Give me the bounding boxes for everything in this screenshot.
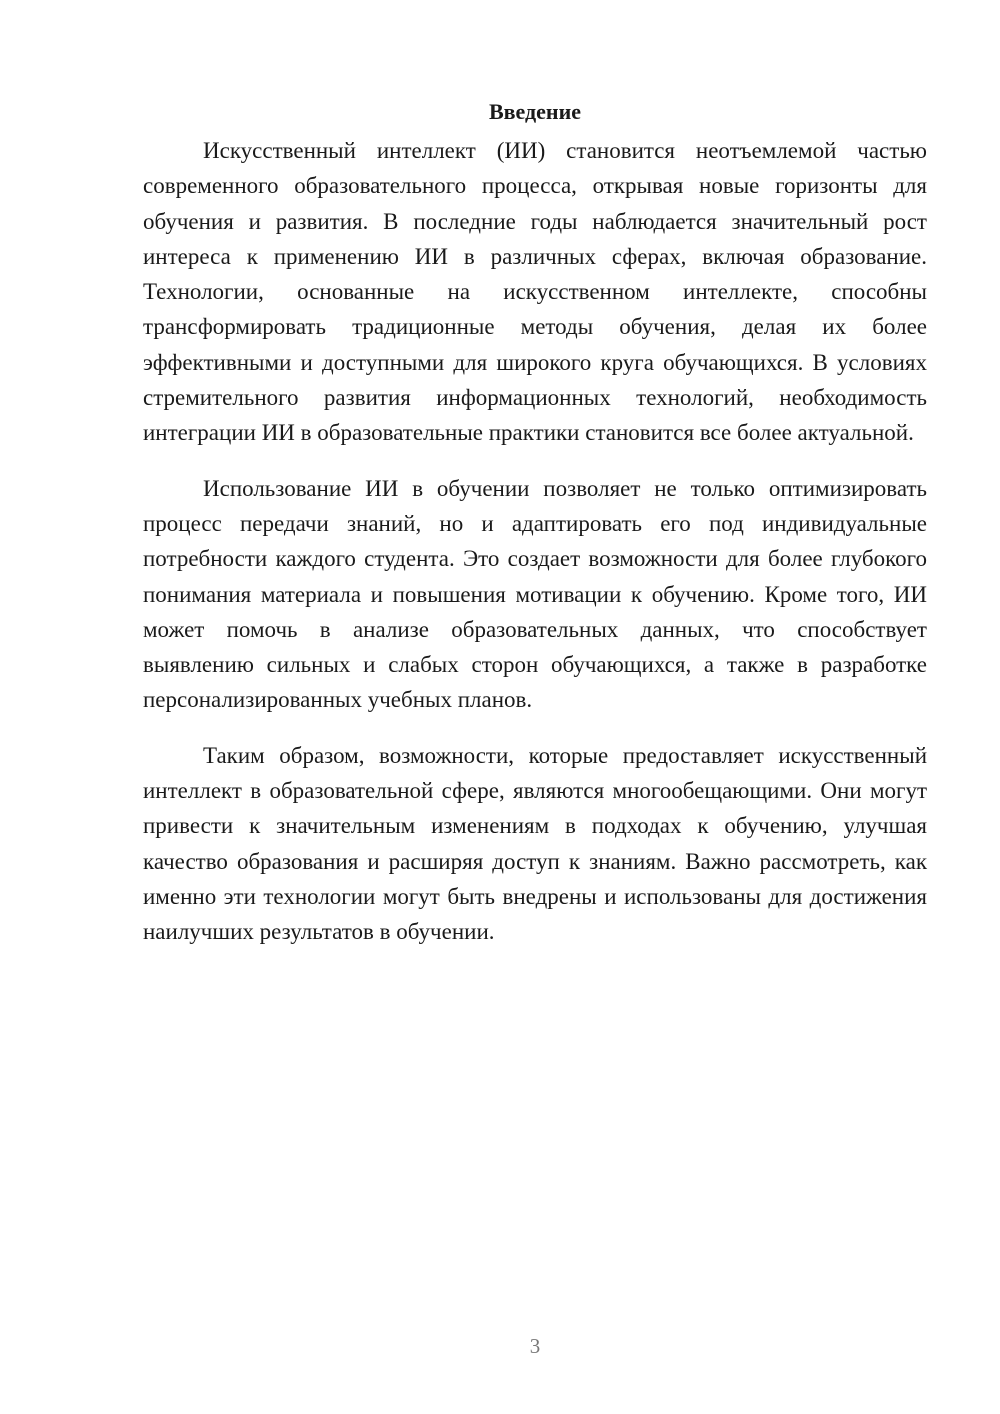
page-number: 3 <box>529 1334 541 1358</box>
paragraph-3: Таким образом, возможности, которые предоставляет искусственный интеллект в образовательной сфере, являются многообещающими. Они могут привести к значительным изменениям в подходах к обучению, улучшая качество образования и расширяя доступ к знаниям. Важно рассмотреть, как именно эти технологии могут быть внедрены и использованы для достижения наилучших результатов в обучении. <box>143 742 927 945</box>
document-body <box>143 94 927 970</box>
paragraph-2: Использование ИИ в обучении позволяет не только оптимизировать процесс передачи знаний, но и адаптировать его под индивидуальные потребности каждого студента. Это создает возможности для более глубокого понимания материала и повышения мотивации к обучению. Кроме того, ИИ может помочь в анализе образовательных данных, что способствует выявлению сильных и слабых сторон обучающихся, а также в разработке персонализированных учебных планов. <box>143 475 927 713</box>
section-title: Введение <box>488 99 582 124</box>
paragraph-1: Искусственный интеллект (ИИ) становится неотъемлемой частью современного образовательного процесса, открывая новые горизонты для обучения и развития. В последние годы наблюдается значительный рост интереса к применению ИИ в различных сферах, включая образование. Технологии, основанные на искусственном интеллекте, способны трансформировать традиционные методы обучения, делая их более эффективными и доступными для широкого круга обучающихся. В условиях стремительного развития информационных технологий, необходимость интеграции ИИ в образовательные практики становится все более актуальной. <box>143 138 927 446</box>
